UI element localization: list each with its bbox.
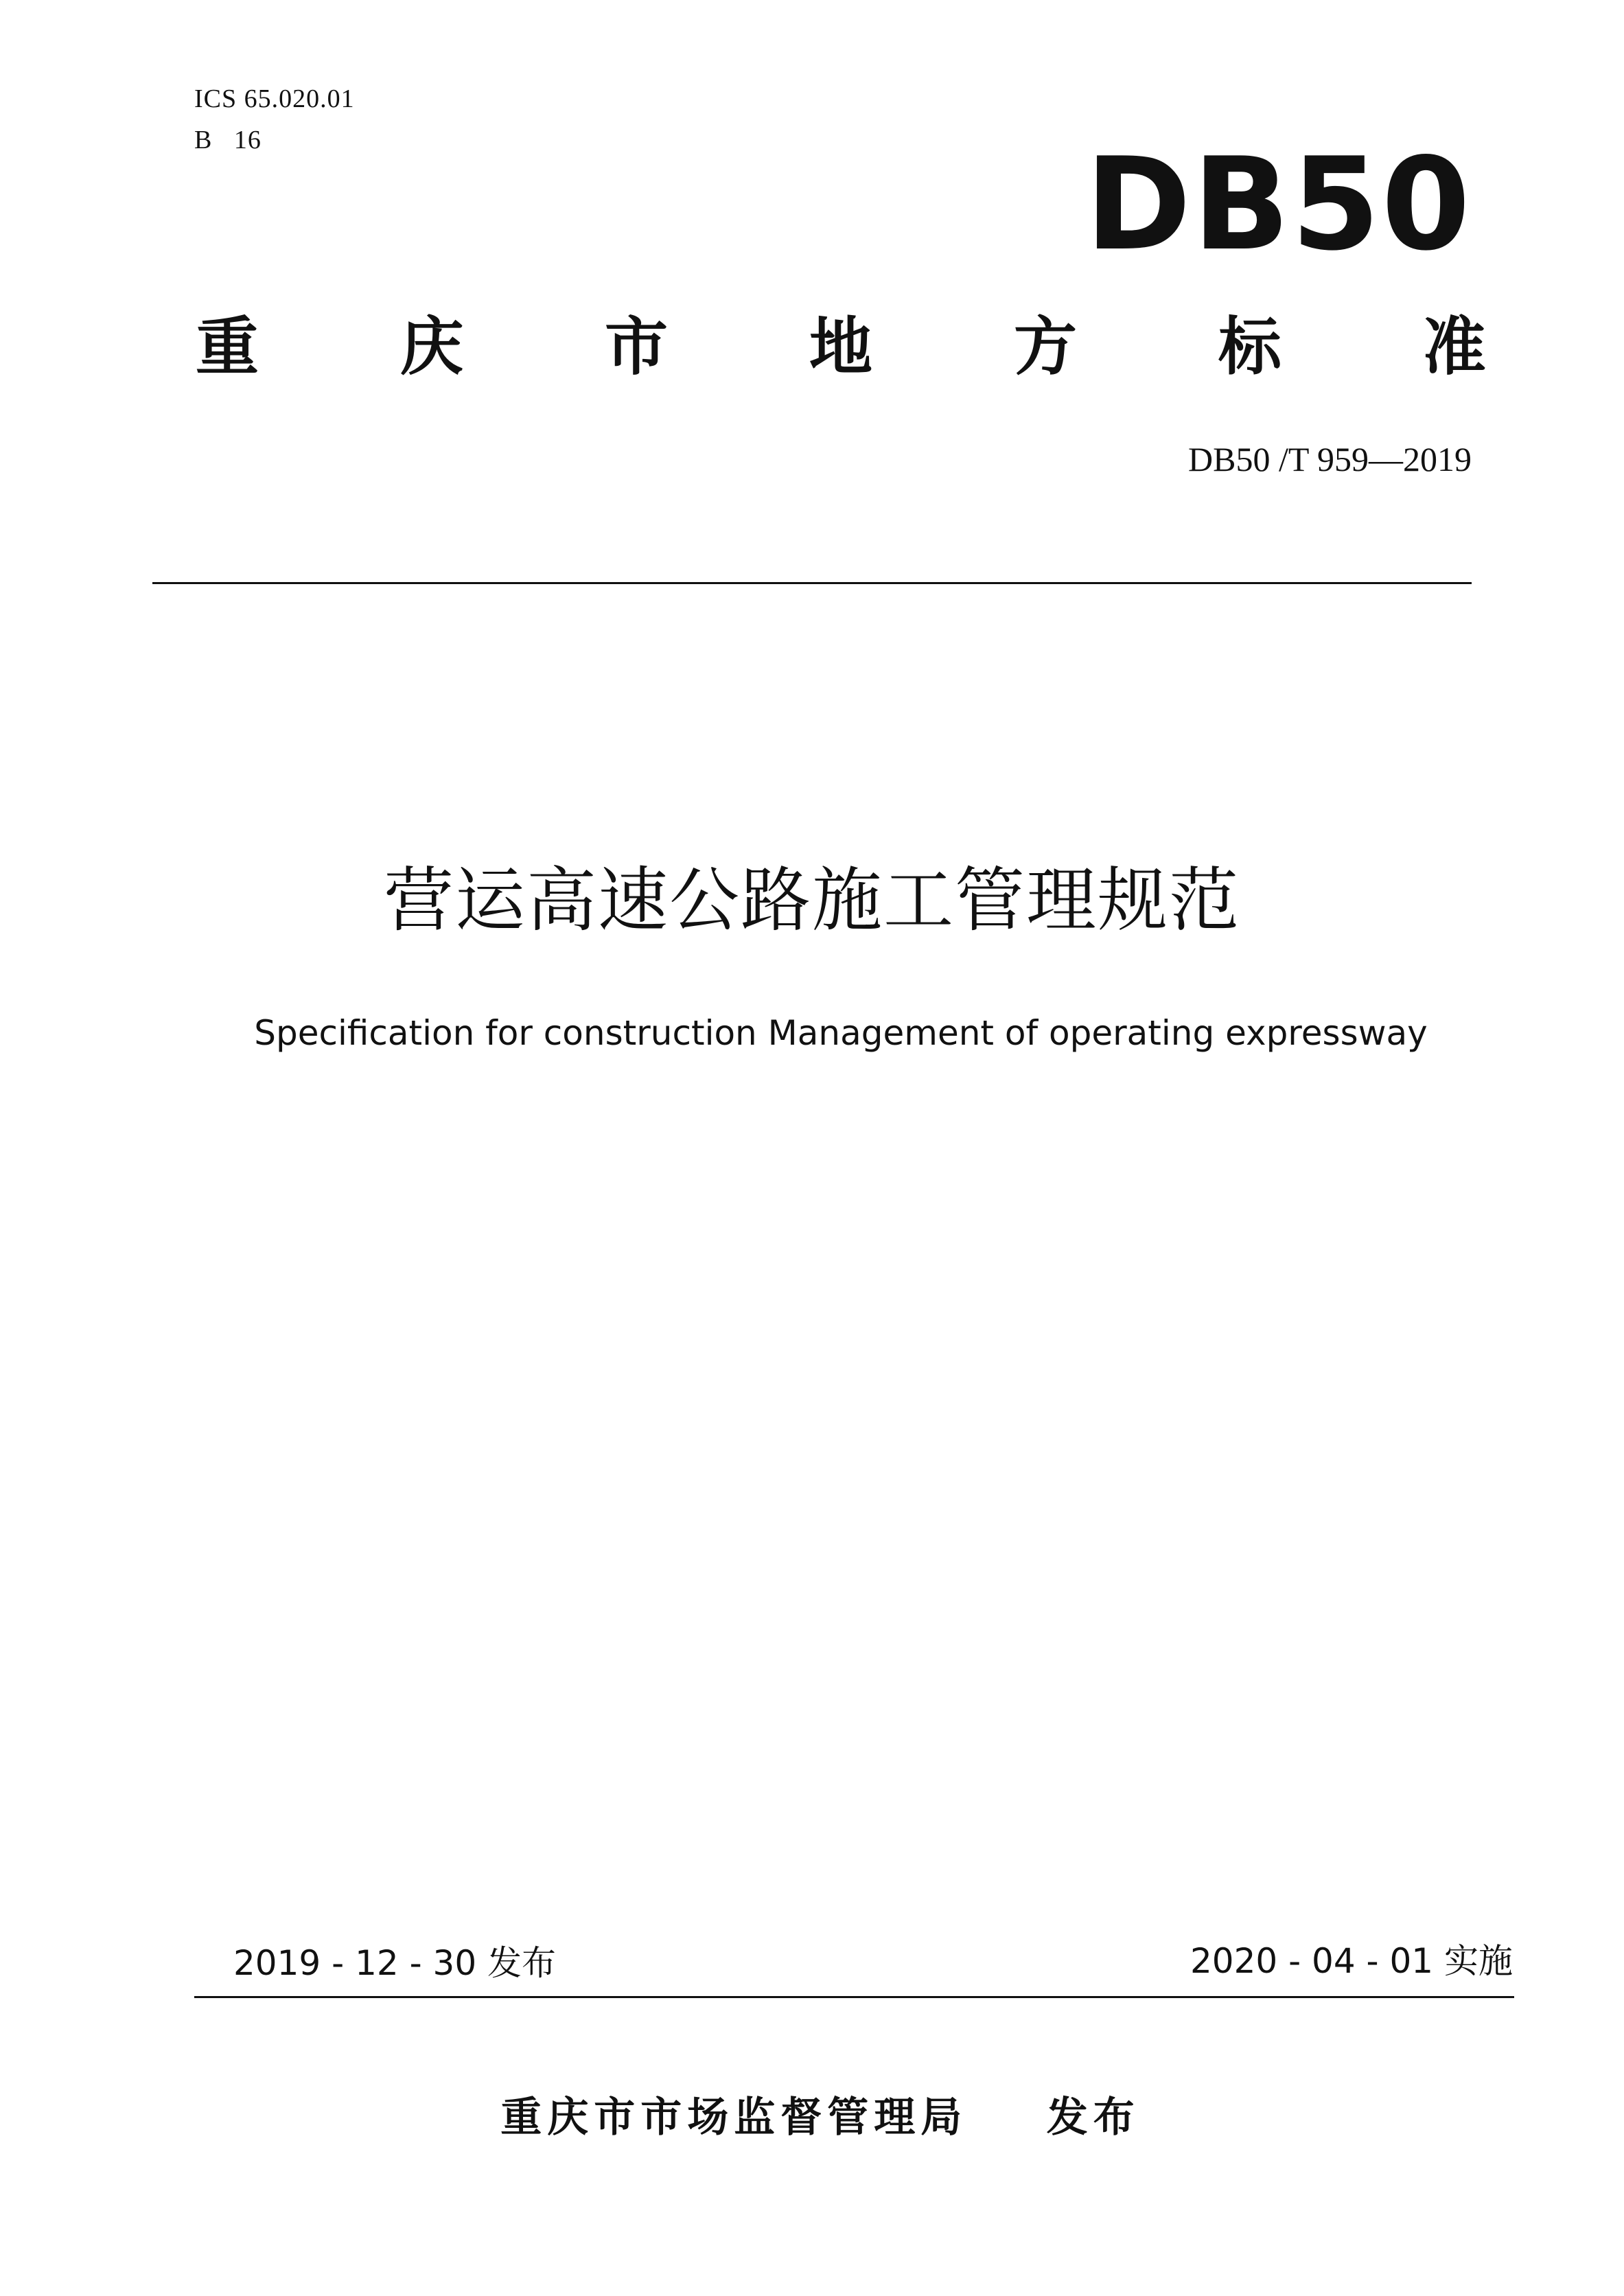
implementation-date: 2020 - 04 - 01 实施 (1190, 1941, 1513, 1981)
publisher: 重庆市市场监督管理局 发布 (500, 2094, 1140, 2142)
footer-divider (194, 1996, 1514, 1998)
standard-type-char: 方 (1013, 310, 1077, 384)
standard-type-char: 重 (196, 310, 259, 384)
document-title-chinese: 营运高速公路施工管理规范 (384, 860, 1240, 942)
standard-type-char: 地 (809, 310, 872, 384)
ics-code: ICS 65.020.01 (194, 84, 355, 113)
standard-type-heading (196, 310, 1486, 384)
standard-type-char: 标 (1218, 310, 1281, 384)
issue-date: 2019 - 12 - 30 发布 (233, 1943, 557, 1983)
standard-number: DB50 /T 959—2019 (1188, 440, 1472, 478)
ccs-code: B 16 (194, 126, 262, 154)
standard-type-char: 市 (604, 310, 668, 384)
header-divider (152, 582, 1472, 584)
standard-type-char: 庆 (399, 310, 463, 384)
standard-type-char: 准 (1422, 310, 1486, 384)
document-title-english: Specification for construction Management of operating expressway (254, 1013, 1428, 1053)
standard-code-logo: DB50 (1084, 130, 1472, 279)
